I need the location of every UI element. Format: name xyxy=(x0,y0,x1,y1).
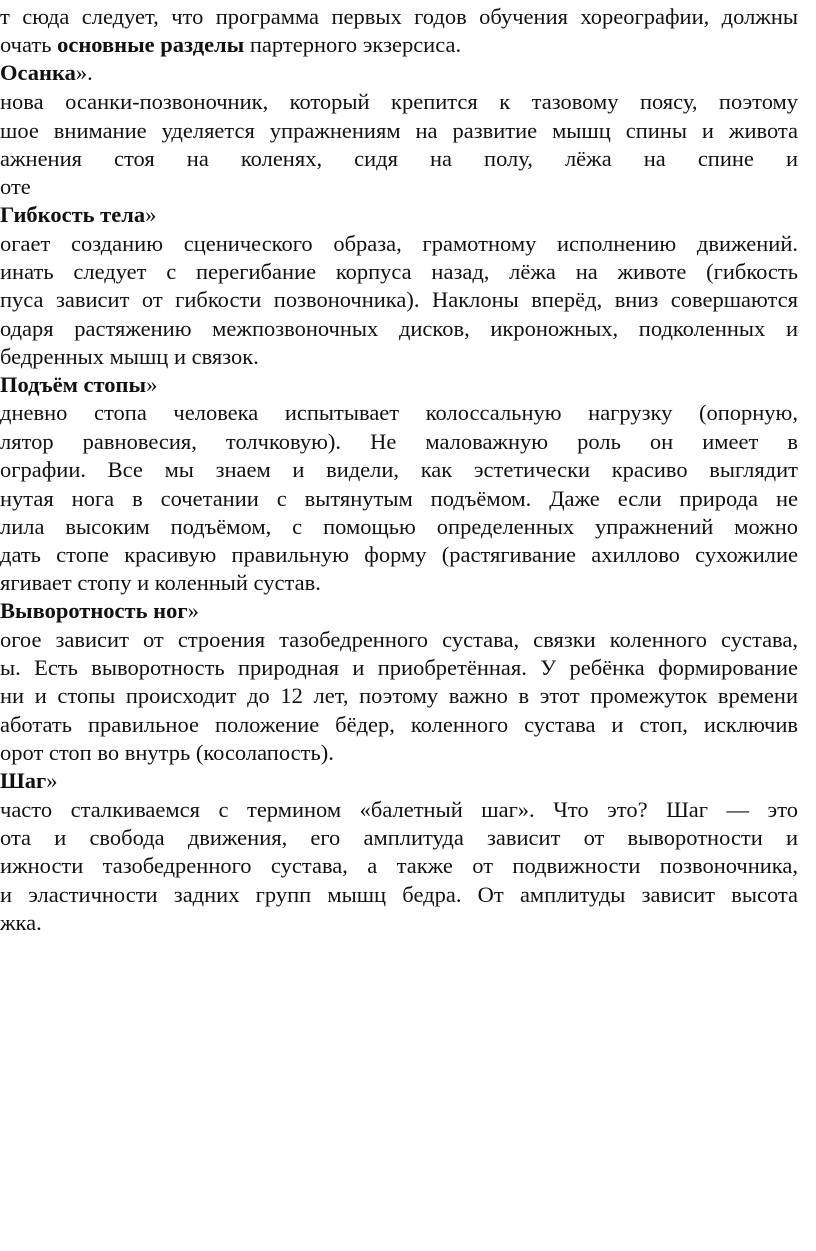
instep-line-4: нутая нога в сочетании с вытянутым подъёмом. Даже если природа не xyxy=(0,486,798,511)
intro-line-2-bold: основные разделы xyxy=(57,32,245,57)
instep-line-2: лятор равновесия, толчковую). Не маловажную роль он имеет в xyxy=(0,429,798,454)
heading-suffix: » xyxy=(146,372,158,397)
step-line-3: ижности тазобедренного сустава, а также от подвижности позвоночника, xyxy=(0,853,798,878)
turnout-line-4: аботать правильное положение бёдер, коленного сустава и стоп, исключив xyxy=(0,712,798,737)
heading-text: Выворотность ног xyxy=(0,598,188,623)
instep-line-7: ягивает стопу и коленный сустав. xyxy=(0,570,321,595)
instep-line-5: лила высоким подъёмом, с помощью определенных упражнений можно xyxy=(0,514,798,539)
step-line-4: и эластичности задних групп мышц бедра. От амплитуды зависит высота xyxy=(0,882,798,907)
step-line-5: жка. xyxy=(0,910,42,935)
flexibility-line-3: пуса зависит от гибкости позвоночника). Наклоны вперёд, вниз совершаются xyxy=(0,287,798,312)
posture-line-2: шое внимание уделяется упражнениям на развитие мышц спины и живота xyxy=(0,118,798,143)
flexibility-line-5: бедренных мышц и связок. xyxy=(0,344,259,369)
section-heading-turnout xyxy=(0,596,798,625)
instep-line-6: дать стопе красивую правильную форму (растягивание ахиллово сухожилие xyxy=(0,542,798,567)
flexibility-line-4: одаря растяжению межпозвоночных дисков, икроножных, подколенных и xyxy=(0,316,798,341)
turnout-line-2: ы. Есть выворотность природная и приобретённая. У ребёнка формирование xyxy=(0,655,798,680)
heading-text: Подъём стопы xyxy=(0,372,147,397)
turnout-line-1: огое зависит от строения тазобедренного сустава, связки коленного сустава, xyxy=(0,627,798,652)
posture-line-4: оте xyxy=(0,174,31,199)
section-heading-instep xyxy=(0,370,798,399)
instep-line-3: ографии. Все мы знаем и видели, как эстетически красиво выглядит xyxy=(0,457,798,482)
intro-line-2-pre: очать xyxy=(0,32,58,57)
heading-suffix: » xyxy=(187,598,199,623)
heading-text: Осанка xyxy=(0,60,76,85)
heading-suffix: » xyxy=(145,202,157,227)
section-heading-flexibility xyxy=(0,200,798,229)
turnout-line-3: ни и стопы происходит до 12 лет, поэтому важно в этот промежуток времени xyxy=(0,683,798,708)
intro-line-1: т сюда следует, что программа первых годов обучения хореографии, должны xyxy=(0,4,798,29)
heading-suffix: ». xyxy=(75,60,93,85)
intro-line-2-post: партерного экзерсиса. xyxy=(244,32,462,57)
intro-line-2 xyxy=(0,30,798,59)
section-heading-step xyxy=(0,766,798,795)
section-heading-posture xyxy=(0,58,798,87)
heading-text: Шаг xyxy=(0,768,47,793)
flexibility-line-2: инать следует с перегибание корпуса назад, лёжа на животе (гибкость xyxy=(0,259,798,284)
heading-text: Гибкость тела xyxy=(0,202,146,227)
posture-line-1: нова осанки-позвоночник, который крепится к тазовому поясу, поэтому xyxy=(0,89,798,114)
posture-line-3: ажнения стоя на коленях, сидя на полу, лёжа на спине и xyxy=(0,146,798,171)
step-line-2: ота и свобода движения, его амплитуда зависит от выворотности и xyxy=(0,825,798,850)
turnout-line-5: орот стоп во внутрь (косолапость). xyxy=(0,740,334,765)
heading-suffix: » xyxy=(46,768,58,793)
flexibility-line-1: огает созданию сценического образа, грамотному исполнению движений. xyxy=(0,231,798,256)
step-line-1: часто сталкиваемся с термином «балетный шаг». Что это? Шаг — это xyxy=(0,797,798,822)
instep-line-1: дневно стопа человека испытывает колоссальную нагрузку (опорную, xyxy=(0,400,798,425)
